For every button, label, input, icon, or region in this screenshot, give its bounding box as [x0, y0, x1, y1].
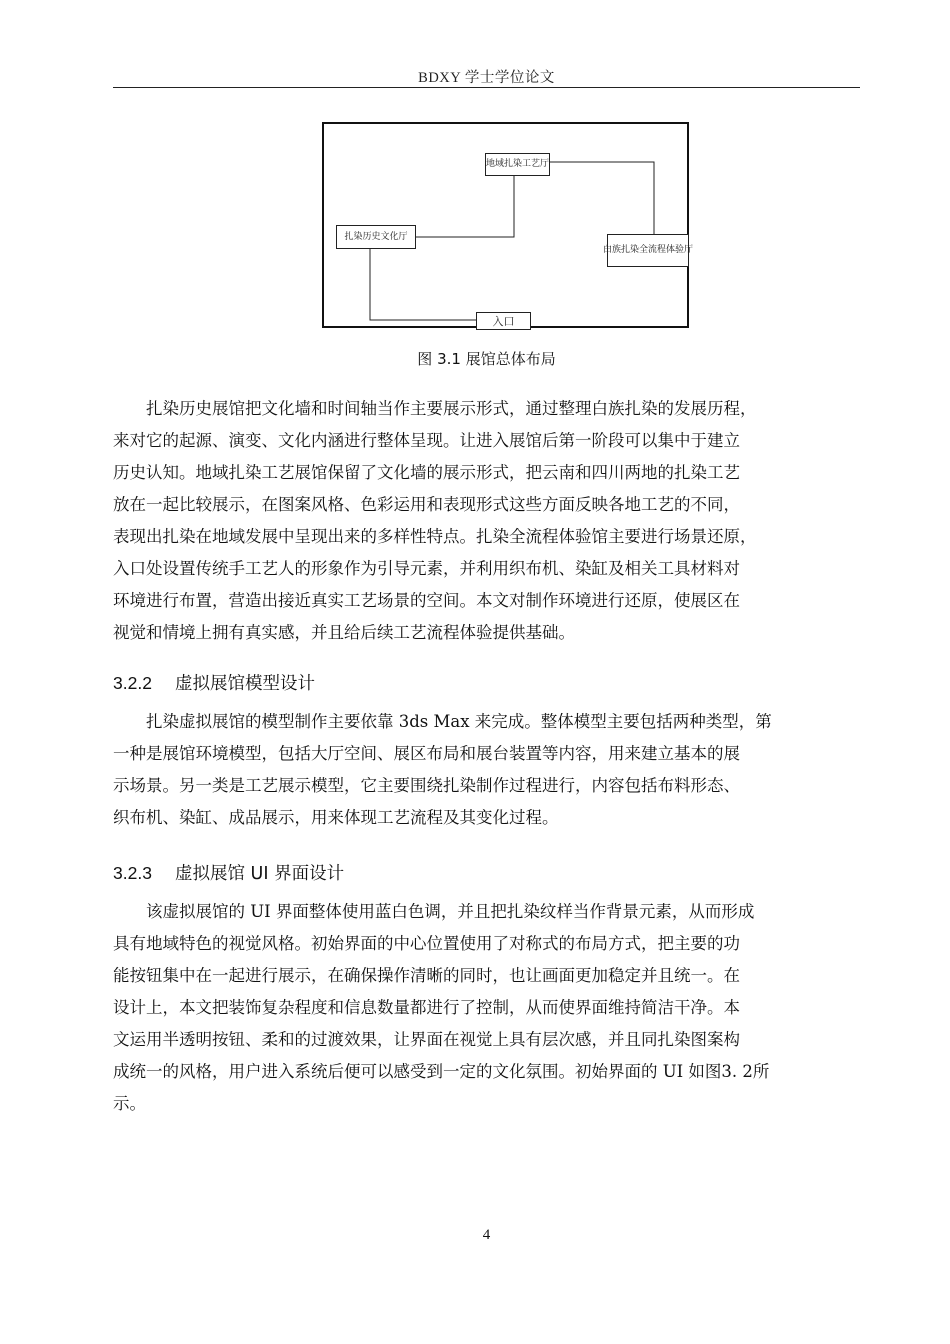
connector-regional-process	[550, 162, 654, 234]
running-header: BDXY 学士学位论文	[418, 70, 555, 86]
paragraph-ui-design	[113, 896, 863, 1120]
section-heading-3-2-3	[113, 860, 344, 885]
paragraph-line: 一种是展馆环境模型，包括大厅空间、展区布局和展台装置等内容，用来建立基本的展	[113, 744, 740, 763]
hall-history-box: 扎染历史文化厅	[336, 225, 416, 249]
hall-regional-box: 地域扎染工艺厅	[485, 153, 550, 176]
paragraph-line: 设计上，本文把装饰复杂程度和信息数量都进行了控制，从而使界面维持简洁干净。本	[113, 998, 740, 1017]
paragraph-line: 入口处设置传统手工艺人的形象作为引导元素，并利用织布机、染缸及相关工具材料对	[113, 559, 740, 578]
paragraph-line: 扎染虚拟展馆的模型制作主要依靠 3ds Max 来完成。整体模型主要包括两种类型，第	[146, 712, 772, 731]
paragraph-line: 具有地域特色的视觉风格。初始界面的中心位置使用了对称式的布局方式，把主要的功	[113, 934, 740, 953]
paragraph-model-design	[113, 706, 863, 834]
entrance-box: 入口	[476, 312, 531, 330]
layout-diagram	[322, 122, 694, 328]
paragraph-line: 环境进行布置，营造出接近真实工艺场景的空间。本文对制作环境进行还原，使展区在	[113, 591, 740, 610]
paragraph-line: 表现出扎染在地域发展中呈现出来的多样性特点。扎染全流程体验馆主要进行场景还原，	[113, 527, 757, 546]
paragraph-line: 来对它的起源、演变、文化内涵进行整体呈现。让进入展馆后第一阶段可以集中于建立	[113, 431, 740, 450]
paragraph-line: 能按钮集中在一起进行展示，在确保操作清晰的同时，也让画面更加稳定并且统一。在	[113, 966, 740, 985]
paragraph-line: 历史认知。地域扎染工艺展馆保留了文化墙的展示形式，把云南和四川两地的扎染工艺	[113, 463, 740, 482]
paragraph-line: 该虚拟展馆的 UI 界面整体使用蓝白色调，并且把扎染纹样当作背景元素，从而形成	[146, 902, 755, 921]
paragraph-line: 织布机、染缸、成品展示，用来体现工艺流程及其变化过程。	[113, 808, 559, 827]
section-number: 3.2.3	[113, 863, 152, 883]
section-number: 3.2.2	[113, 673, 152, 693]
connector-entrance-history	[370, 247, 476, 320]
section-heading-3-2-2	[113, 670, 315, 695]
hall-process-box: 白族扎染全流程体验厅	[607, 234, 689, 267]
paragraph-line: 扎染历史展馆把文化墙和时间轴当作主要展示形式，通过整理白族扎染的发展历程，	[146, 399, 757, 418]
paragraph-exhibition-halls	[113, 393, 863, 649]
paragraph-line: 放在一起比较展示，在图案风格、色彩运用和表现形式这些方面反映各地工艺的不同，	[113, 495, 740, 514]
page-number: 4	[482, 1227, 491, 1243]
paragraph-line: 视觉和情境上拥有真实感，并且给后续工艺流程体验提供基础。	[113, 623, 575, 642]
section-title: 虚拟展馆模型设计	[175, 674, 315, 694]
paragraph-line: 文运用半透明按钮、柔和的过渡效果，让界面在视觉上具有层次感，并且同扎染图案构	[113, 1030, 740, 1049]
header-rule	[113, 87, 860, 88]
section-title: 虚拟展馆 UI 界面设计	[175, 864, 345, 884]
connector-history-regional	[416, 176, 514, 237]
paragraph-line: 成统一的风格，用户进入系统后便可以感受到一定的文化氛围。初始界面的 UI 如图3. 2所	[113, 1062, 770, 1081]
figure-caption: 图 3.1 展馆总体布局	[417, 350, 556, 368]
paragraph-line: 示。	[113, 1094, 146, 1113]
paragraph-line: 示场景。另一类是工艺展示模型，它主要围绕扎染制作过程进行，内容包括布料形态、	[113, 776, 740, 795]
